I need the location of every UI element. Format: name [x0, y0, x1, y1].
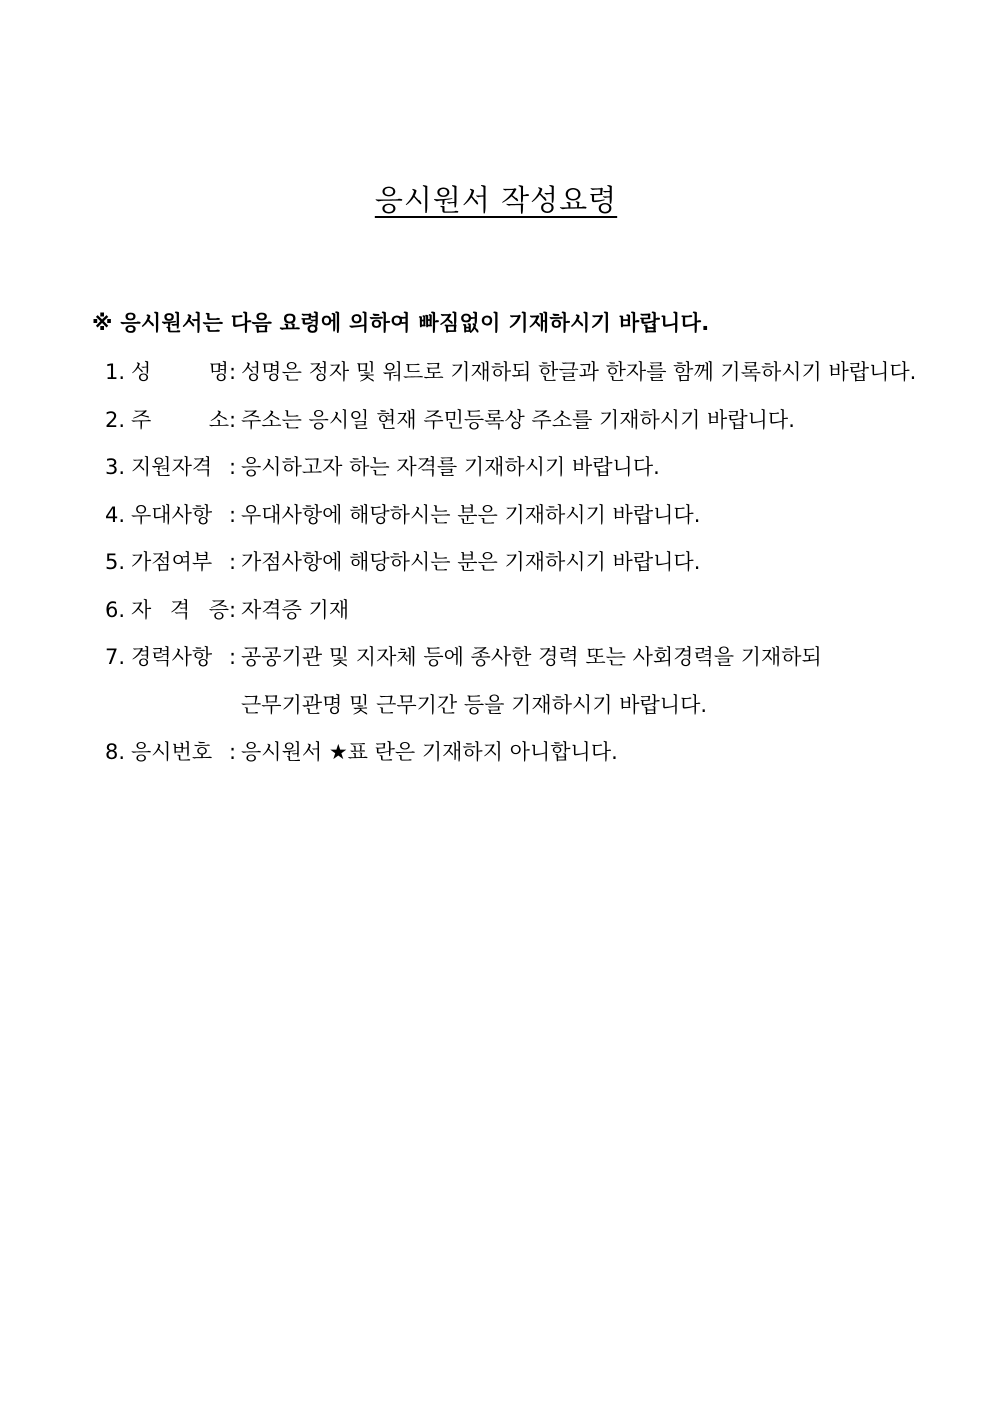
- list-item: 4. 우대사항 : 우대사항에 해당하시는 분은 기재하시기 바랍니다.: [105, 500, 965, 548]
- item-number: 8.: [105, 740, 126, 764]
- list-item: 6. 자 격 증 : 자격증 기재: [105, 595, 965, 643]
- list-item: 2. 주 소 : 주소는 응시일 현재 주민등록상 주소를 기재하시기 바랍니다.: [105, 405, 965, 453]
- document-title: 응시원서 작성요령: [374, 183, 618, 217]
- list-item: 8. 응시번호 : 응시원서 ★표 란은 기재하지 아니합니다.: [105, 737, 965, 785]
- item-text: 우대사항에 해당하시는 분은 기재하시기 바랍니다.: [241, 502, 701, 527]
- notice-text: ※ 응시원서는 다음 요령에 의하여 빠짐없이 기재하시기 바랍니다.: [92, 311, 710, 335]
- item-number: 7.: [105, 645, 126, 669]
- list-item: 5. 가점여부 : 가점사항에 해당하시는 분은 기재하시기 바랍니다.: [105, 547, 965, 595]
- item-text: 응시하고자 하는 자격를 기재하시기 바랍니다.: [241, 455, 660, 479]
- item-number: 4.: [105, 502, 126, 527]
- item-label: 가점여부: [131, 550, 213, 574]
- item-text: 주소는 응시일 현재 주민등록상 주소를 기재하시기 바랍니다.: [241, 407, 795, 432]
- item-label: 주 소: [131, 407, 229, 432]
- item-text: 자격증 기재: [241, 597, 350, 622]
- item-number: 1.: [105, 360, 126, 384]
- item-number: 2.: [105, 407, 126, 432]
- list-item: 1. 성 명 : 성명은 정자 및 워드로 기재하되 한글과 한자를 함께 기록하시기 바랍니다.: [105, 357, 965, 405]
- list-item: 7. 경력사항 : 공공기관 및 지자체 등에 종사한 경력 또는 사회경력을 기재하되 근무기관명 및 근무기간 등을 기재하시기 바랍니다.: [105, 642, 965, 720]
- item-number: 6.: [105, 597, 126, 622]
- item-label: 자 격 증: [131, 597, 229, 622]
- item-text: 가점사항에 해당하시는 분은 기재하시기 바랍니다.: [241, 550, 701, 574]
- item-number: 5.: [105, 550, 126, 574]
- item-text: 성명은 정자 및 워드로 기재하되 한글과 한자를 함께 기록하시기 바랍니다.: [241, 360, 917, 384]
- item-text: 응시원서 ★표 란은 기재하지 아니합니다.: [241, 740, 618, 764]
- item-label: 성 명: [131, 360, 229, 384]
- instruction-list: [105, 357, 965, 785]
- list-item: 3. 지원자격 : 응시하고자 하는 자격를 기재하시기 바랍니다.: [105, 452, 965, 500]
- item-number: 3.: [105, 455, 126, 479]
- item-label: 응시번호: [131, 740, 213, 764]
- item-label: 우대사항: [131, 502, 213, 527]
- item-text: 공공기관 및 지자체 등에 종사한 경력 또는 사회경력을 기재하되 근무기관명 및 근무기간 등을 기재하시기 바랍니다.: [241, 645, 822, 717]
- item-label: 지원자격: [131, 455, 213, 479]
- item-label: 경력사항: [131, 645, 213, 669]
